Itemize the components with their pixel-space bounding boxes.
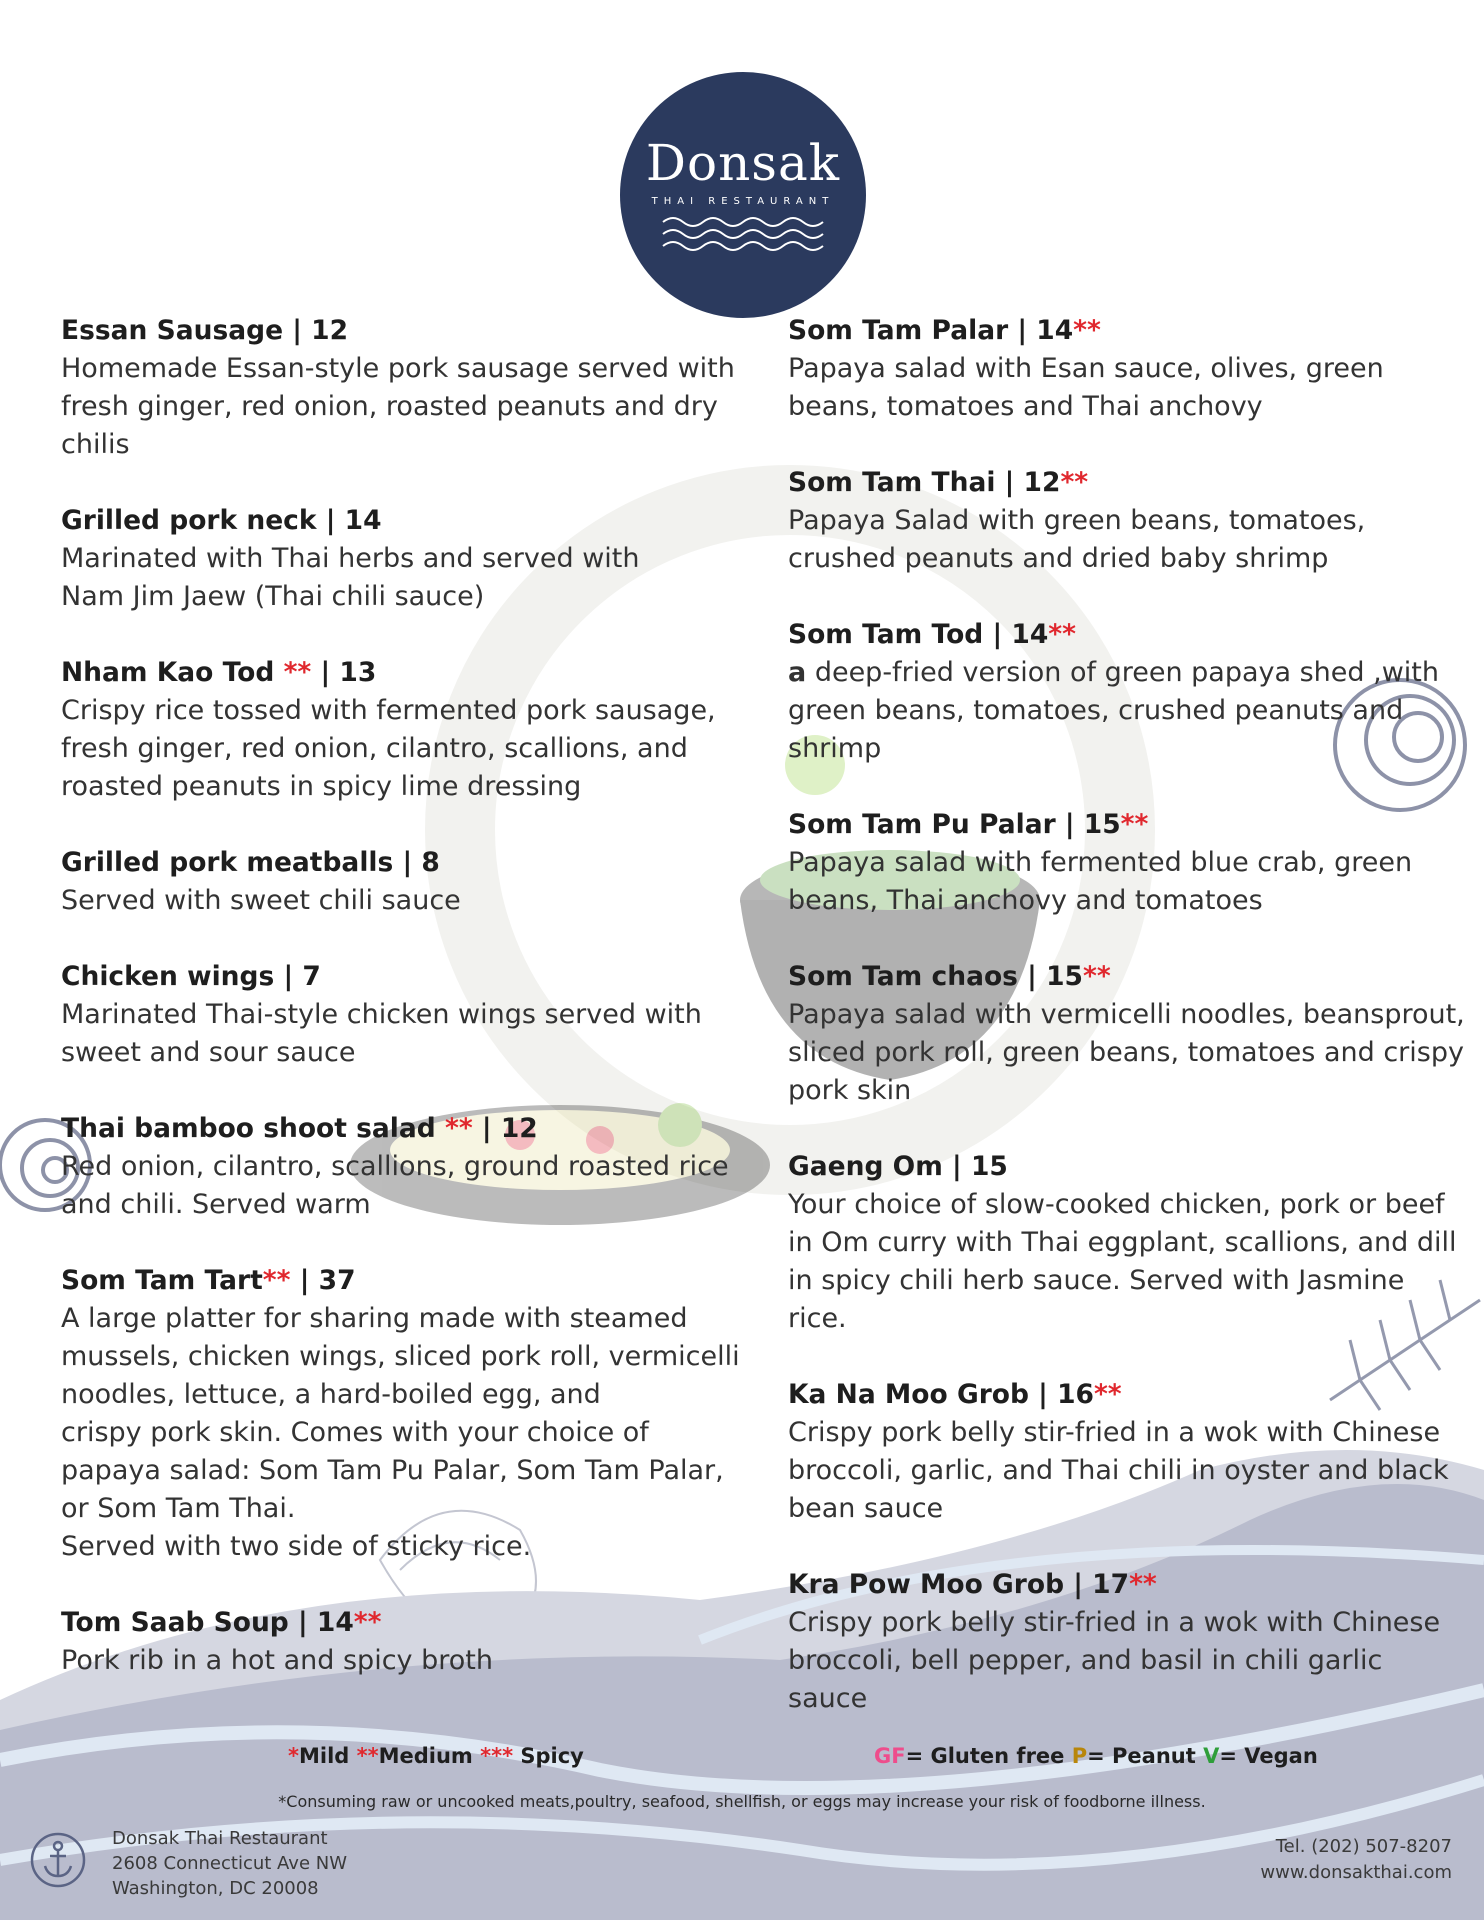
menu-item-description: Marinated Thai-style chicken wings served with sweet and sour sauce [61, 999, 702, 1068]
diet-legend: GF= Gluten free P= Peanut V= Vegan [874, 1744, 1318, 1768]
menu-item-title: Som Tam Tart** | 37 [61, 1265, 356, 1296]
menu-item [788, 1566, 1468, 1718]
menu-item-title: Grilled pork meatballs | 8 [61, 847, 440, 878]
menu-item [788, 806, 1468, 920]
menu-item-description: Crispy pork belly stir-fried in a wok with Chinese broccoli, bell pepper, and basil in chili garlic sauce [788, 1607, 1441, 1714]
menu-item [61, 1262, 751, 1566]
menu-item [788, 312, 1468, 426]
menu-item [788, 1148, 1468, 1338]
menu-item-description: a deep-fried version of green papaya shed ,with green beans, tomatoes, crushed peanuts and shrimp [788, 657, 1439, 764]
menu-item-title: Som Tam Palar | 14** [788, 315, 1101, 346]
menu-item-title: Som Tam Thai | 12** [788, 467, 1089, 498]
menu-item [61, 654, 751, 806]
restaurant-contact [1260, 1834, 1452, 1886]
address-line: Washington, DC 20008 [112, 1878, 319, 1899]
menu-item [61, 958, 751, 1072]
menu-item-description: Crispy pork belly stir-fried in a wok with Chinese broccoli, garlic, and Thai chili in oyster and black bean sauce [788, 1417, 1449, 1524]
menu-item-description: Papaya salad with Esan sauce, olives, green beans, tomatoes and Thai anchovy [788, 353, 1384, 422]
menu-item-description: Marinated with Thai herbs and served with Nam Jim Jaew (Thai chili sauce) [61, 543, 640, 612]
menu-item-title: Gaeng Om | 15 [788, 1151, 1008, 1182]
menu-item [61, 502, 751, 616]
menu-item-description: Pork rib in a hot and spicy broth [61, 1645, 493, 1676]
menu-item [788, 958, 1468, 1110]
menu-item [61, 312, 751, 464]
menu-item [61, 844, 751, 920]
address-line: Donsak Thai Restaurant [112, 1828, 328, 1849]
menu-item-description: Served with sweet chili sauce [61, 885, 461, 916]
menu-item-title: Som Tam Pu Palar | 15** [788, 809, 1149, 840]
menu-item-description: Red onion, cilantro, scallions, ground roasted rice and chili. Served warm [61, 1151, 729, 1220]
menu-item-title: Tom Saab Soup | 14** [61, 1607, 382, 1638]
menu-item [788, 464, 1468, 578]
menu-item-title: Chicken wings | 7 [61, 961, 321, 992]
logo-name: Donsak [645, 134, 841, 192]
phone-number[interactable]: Tel. (202) 507-8207 [1275, 1836, 1452, 1857]
anchor-icon [30, 1832, 86, 1888]
menu-item [788, 616, 1468, 768]
menu-item-description: Homemade Essan-style pork sausage served with fresh ginger, red onion, roasted peanuts and dry chilis [61, 353, 735, 460]
menu-item-description: Your choice of slow-cooked chicken, pork or beef in Om curry with Thai eggplant, scallions, and dill in spicy chili herb sauce. Served with Jasmine rice. [788, 1189, 1457, 1334]
menu-item [61, 1604, 751, 1680]
menu-item-title: Grilled pork neck | 14 [61, 505, 382, 536]
menu-item-title: Som Tam chaos | 15** [788, 961, 1111, 992]
menu-item [788, 1376, 1468, 1528]
restaurant-logo [620, 72, 866, 318]
menu-column-left [61, 312, 751, 1718]
menu-item-description: Papaya salad with vermicelli noodles, beansprout, sliced pork roll, green beans, tomatoes and crispy pork skin [788, 999, 1465, 1106]
menu-item-title: Ka Na Moo Grob | 16** [788, 1379, 1122, 1410]
menu-item-title: Kra Pow Moo Grob | 17** [788, 1569, 1157, 1600]
address-line: 2608 Connecticut Ave NW [112, 1853, 348, 1874]
restaurant-address [112, 1826, 347, 1901]
menu-item-description: A large platter for sharing made with steamed mussels, chicken wings, sliced pork roll, vermicelli noodles, lettuce, a hard-boiled egg, and crispy pork skin. Comes with your choice of papaya salad: Som Tam Pu Palar, Som Tam Palar, or Som Tam Thai. Served with two side of sticky rice. [61, 1303, 740, 1562]
website-link[interactable]: www.donsakthai.com [1260, 1862, 1452, 1883]
menu-item-description: Crispy rice tossed with fermented pork sausage, fresh ginger, red onion, cilantro, scallions, and roasted peanuts in spicy lime dressing [61, 695, 716, 802]
waves-icon [658, 214, 828, 254]
food-safety-disclaimer: *Consuming raw or uncooked meats,poultry, seafood, shellfish, or eggs may increase your risk of foodborne illness. [278, 1792, 1206, 1811]
spice-legend: *Mild **Medium *** Spicy [288, 1744, 584, 1768]
menu-item-title: Som Tam Tod | 14** [788, 619, 1076, 650]
menu-item-title: Nham Kao Tod ** | 13 [61, 657, 377, 688]
menu-item-title: Essan Sausage | 12 [61, 315, 349, 346]
menu-column-right [788, 312, 1468, 1756]
menu-item-description: Papaya Salad with green beans, tomatoes, crushed peanuts and dried baby shrimp [788, 505, 1366, 574]
logo-subtitle: THAI RESTAURANT [651, 196, 835, 207]
menu-item-description: Papaya salad with fermented blue crab, green beans, Thai anchovy and tomatoes [788, 847, 1413, 916]
menu-item [61, 1110, 751, 1224]
menu-item-title: Thai bamboo shoot salad ** | 12 [61, 1113, 538, 1144]
